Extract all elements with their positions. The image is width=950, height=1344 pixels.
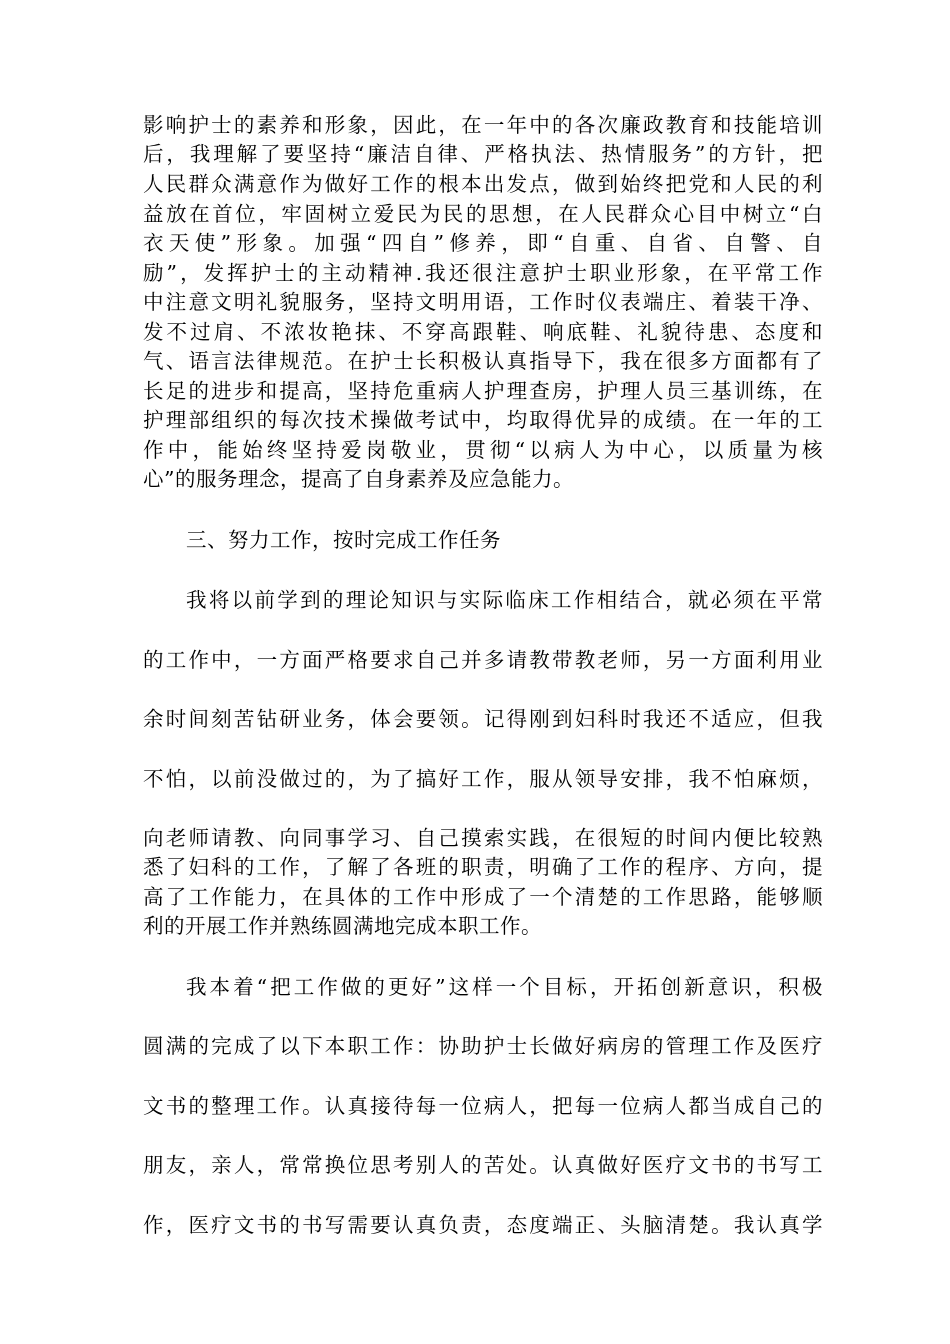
paragraph-line: 心”的服务理念，提高了自身素养及应急能力。 xyxy=(143,467,574,491)
paragraph-line: 影响护士的素养和形象，因此，在一年中的各次廉政教育和技能培训 xyxy=(143,113,823,137)
paragraph-line: 中注意文明礼貌服务，坚持文明用语，工作时仪表端庄、着装干净、 xyxy=(143,290,823,314)
paragraph-line: 人民群众满意作为做好工作的根本出发点，做到始终把党和人民的利 xyxy=(143,172,823,196)
paragraph-line: 文书的整理工作。认真接待每一位病人，把每一位病人都当成自己的 xyxy=(143,1094,823,1118)
paragraph-line: 圆满的完成了以下本职工作：协助护士长做好病房的管理工作及医疗 xyxy=(143,1034,823,1058)
paragraph-line: 向老师请教、向同事学习、自己摸索实践，在很短的时间内便比较熟 xyxy=(143,826,823,850)
paragraph-line: 发不过肩、不浓妆艳抹、不穿高跟鞋、响底鞋、礼貌待患、态度和 xyxy=(143,320,823,344)
paragraph-line: 朋友，亲人，常常换位思考别人的苦处。认真做好医疗文书的书写工 xyxy=(143,1153,823,1177)
paragraph-line: 余时间刻苦钻研业务，体会要领。记得刚到妇科时我还不适应，但我 xyxy=(143,707,823,731)
paragraph-line: 衣天使”形象。加强“四自”修养，即“自重、自省、自警、自 xyxy=(143,231,823,255)
section-heading: 三、努力工作，按时完成工作任务 xyxy=(186,528,501,552)
paragraph-line: 我本着“把工作做的更好”这样一个目标，开拓创新意识，积极 xyxy=(186,975,823,999)
paragraph-line: 后，我理解了要坚持“廉洁自律、严格执法、热情服务”的方针，把 xyxy=(143,142,823,166)
paragraph-line: 高了工作能力，在具体的工作中形成了一个清楚的工作思路，能够顺 xyxy=(143,885,823,909)
paragraph-line: 长足的进步和提高，坚持危重病人护理查房，护理人员三基训练，在 xyxy=(143,379,823,403)
paragraph-line: 不怕，以前没做过的，为了搞好工作，服从领导安排，我不怕麻烦， xyxy=(143,767,823,791)
paragraph-line: 气、语言法律规范。在护士长积极认真指导下，我在很多方面都有了 xyxy=(143,349,823,373)
paragraph-line: 护理部组织的每次技术操做考试中，均取得优异的成绩。在一年的工 xyxy=(143,408,823,432)
paragraph-line: 作中，能始终坚持爱岗敬业，贯彻“以病人为中心，以质量为核 xyxy=(143,438,823,462)
paragraph-line: 励”，发挥护士的主动精神.我还很注意护士职业形象，在平常工作 xyxy=(143,261,823,285)
paragraph-line: 利的开展工作并熟练圆满地完成本职工作。 xyxy=(143,914,542,938)
paragraph-line: 益放在首位，牢固树立爱民为民的思想，在人民群众心目中树立“白 xyxy=(143,202,823,226)
paragraph-line: 我将以前学到的理论知识与实际临床工作相结合，就必须在平常 xyxy=(186,588,823,612)
paragraph-line: 的工作中，一方面严格要求自己并多请教带教老师，另一方面利用业 xyxy=(143,648,823,672)
paragraph-line: 作，医疗文书的书写需要认真负责，态度端正、头脑清楚。我认真学 xyxy=(143,1213,823,1237)
paragraph-line: 悉了妇科的工作，了解了各班的职责，明确了工作的程序、方向，提 xyxy=(143,855,823,879)
